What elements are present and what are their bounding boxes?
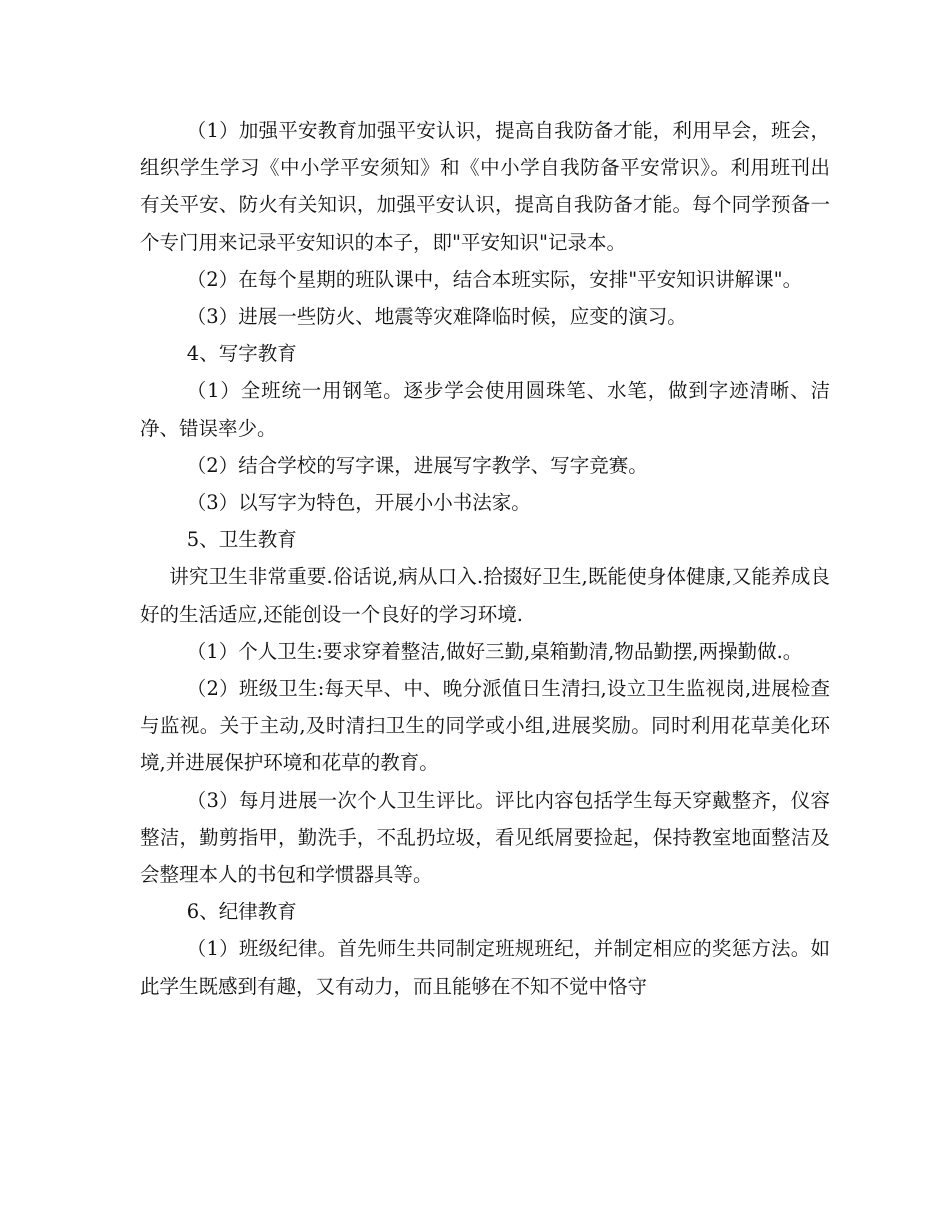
section-heading-hygiene: 5、卫生教育 xyxy=(186,528,297,552)
paragraph-hygiene-2: （2）班级卫生:每天早、中、晚分派值日生清扫,设立卫生监视岗,进展检查与监视。关于主动,及时清扫卫生的同学或小组,进展奖励。同时利用花草美化环境,并进展保护环境和花草的教育。 xyxy=(140,677,830,775)
document-page xyxy=(140,112,830,1005)
paragraph-writing-1: （1）全班统一用钢笔。逐步学会使用圆珠笔、水笔，做到字迹清晰、洁净、错误率少。 xyxy=(140,379,830,440)
paragraph-discipline-1: （1）班级纪律。首先师生共同制定班规班纪，并制定相应的奖惩方法。如此学生既感到有趣，又有动力，而且能够在不知不觉中恪守 xyxy=(140,937,830,998)
paragraph-hygiene-1: （1）个人卫生:要求穿着整洁,做好三勤,桌箱勤清,物品勤摆,两操勤做.。 xyxy=(186,639,803,663)
section-heading-writing: 4、写字教育 xyxy=(186,342,297,366)
paragraph-hygiene-3: （3）每月进展一次个人卫生评比。评比内容包括学生每天穿戴整齐，仪容整洁，勤剪指甲，勤洗手，不乱扔垃圾，看见纸屑要捡起，保持教室地面整洁及会整理本人的书包和学惯器具等。 xyxy=(140,788,830,887)
paragraph-safety-3: （3）进展一些防火、地震等灾难降临时候，应变的演习。 xyxy=(186,305,687,329)
paragraph-writing-3: （3）以写字为特色，开展小小书法家。 xyxy=(186,491,531,515)
paragraph-safety-1: （1）加强平安教育加强平安认识，提高自我防备才能，利用早会，班会，组织学生学习《中小学平安须知》和《中小学自我防备平安常识》。利用班刊出有关平安、防火有关知识，加强平安认识，提高自我防备才能。每个同学预备一个专门用来记录平安知识的本子，即"平安知识"记录本。 xyxy=(140,119,830,254)
paragraph-writing-2: （2）结合学校的写字课，进展写字教学、写字竞赛。 xyxy=(186,453,648,477)
paragraph-safety-2: （2）在每个星期的班队课中，结合本班实际，安排"平安知识讲解课"。 xyxy=(186,267,803,291)
section-heading-discipline: 6、纪律教育 xyxy=(186,900,297,924)
paragraph-hygiene-intro: 讲究卫生非常重要.俗话说,病从口入.拾掇好卫生,既能使身体健康,又能养成良好的生活适应,还能创设一个良好的学习环境. xyxy=(140,565,830,626)
